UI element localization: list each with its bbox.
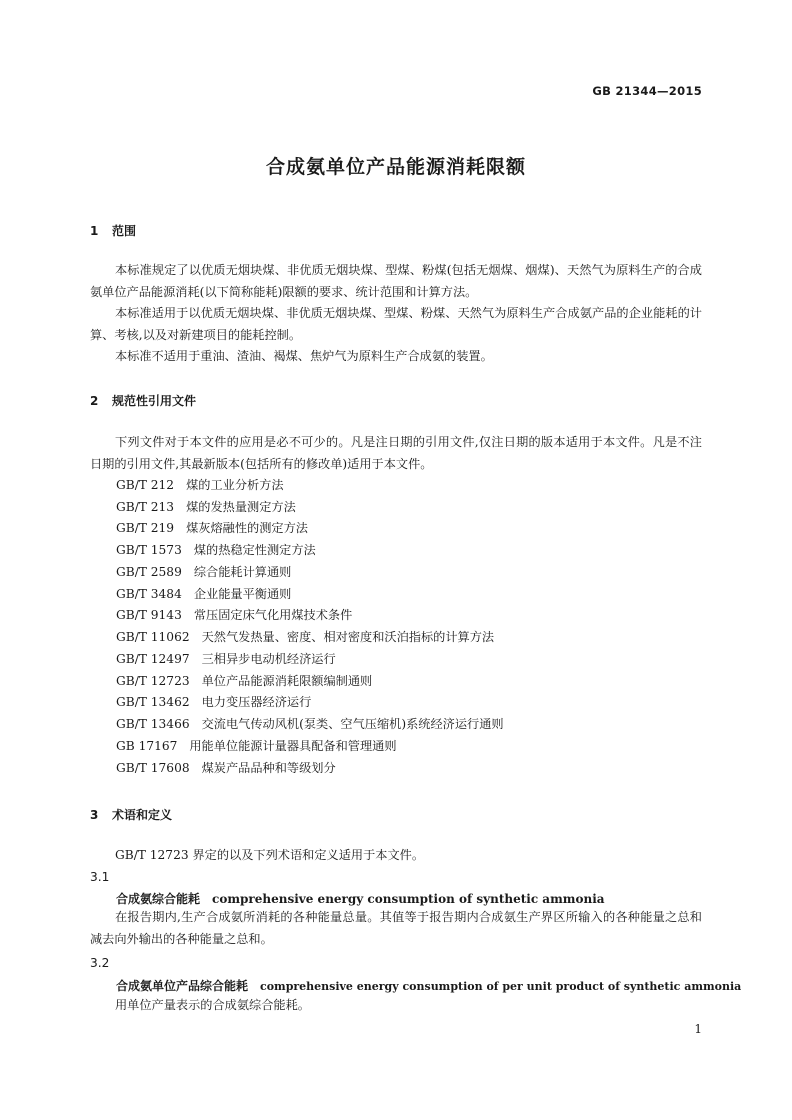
document-title: 合成氨单位产品能源消耗限额 xyxy=(265,156,526,178)
reference-code: GB/T 13462 xyxy=(116,695,190,709)
term-chinese: 合成氨综合能耗 xyxy=(116,892,201,906)
scope-paragraph-2: 本标准适用于以优质无烟块煤、非优质无烟块煤、型煤、粉煤、天然气为原料生产合成氨产品的企业能耗的计算、考核,以及对新建项目的能耗控制。 xyxy=(90,306,702,342)
section-2-heading xyxy=(90,392,196,409)
reference-title: 煤炭产品品种和等级划分 xyxy=(201,761,336,775)
section-title: 术语和定义 xyxy=(112,808,173,822)
term-definition: 用单位产量表示的合成氨综合能耗。 xyxy=(115,998,310,1012)
reference-code: GB/T 2589 xyxy=(116,565,182,579)
reference-item xyxy=(116,584,291,606)
term-entry xyxy=(116,890,605,907)
reference-item xyxy=(116,758,336,780)
reference-title: 电力变压器经济运行 xyxy=(201,695,312,709)
reference-code: GB/T 212 xyxy=(116,478,175,492)
section-number: 3 xyxy=(90,808,99,822)
reference-title: 综合能耗计算通则 xyxy=(193,565,292,579)
scope-paragraph-3: 本标准不适用于重油、渣油、褐煤、焦炉气为原料生产合成氨的装置。 xyxy=(115,349,493,363)
reference-code: GB/T 1573 xyxy=(116,543,182,557)
section-number: 1 xyxy=(90,224,99,238)
reference-title: 天然气发热量、密度、相对密度和沃泊指标的计算方法 xyxy=(201,630,495,644)
reference-title: 煤灰熔融性的测定方法 xyxy=(186,521,308,535)
section-1-heading xyxy=(90,222,136,239)
reference-code: GB/T 11062 xyxy=(116,630,190,644)
scope-paragraph-1: 本标准规定了以优质无烟块煤、非优质无烟块煤、型煤、粉煤(包括无烟煤、烟煤)、天然气为原料生产的合成氨单位产品能源消耗(以下简称能耗)限额的要求、统计范围和计算方法。 xyxy=(90,263,702,299)
reference-code: GB/T 13466 xyxy=(116,717,190,731)
terms-intro: GB/T 12723 界定的以及下列术语和定义适用于本文件。 xyxy=(115,848,425,862)
reference-title: 常压固定床气化用煤技术条件 xyxy=(193,608,353,622)
reference-title: 煤的发热量测定方法 xyxy=(186,500,296,514)
page-number: 1 xyxy=(694,1022,702,1036)
term-chinese: 合成氨单位产品综合能耗 xyxy=(116,979,249,993)
reference-item xyxy=(116,692,311,714)
section-title: 规范性引用文件 xyxy=(112,394,197,408)
term-entry xyxy=(116,977,741,994)
reference-item xyxy=(116,671,372,693)
reference-item xyxy=(116,649,336,671)
reference-title: 企业能量平衡通则 xyxy=(193,587,292,601)
reference-code: GB/T 12723 xyxy=(116,674,190,688)
reference-item xyxy=(116,475,284,497)
reference-item xyxy=(116,518,308,540)
term-english: comprehensive energy consumption of per unit product of synthetic ammonia xyxy=(260,980,742,993)
references-intro: 下列文件对于本文件的应用是必不可少的。凡是注日期的引用文件,仅注日期的版本适用于本文件。凡是不注日期的引用文件,其最新版本(包括所有的修改单)适用于本文件。 xyxy=(90,435,702,471)
reference-code: GB/T 12497 xyxy=(116,652,190,666)
reference-code: GB/T 219 xyxy=(116,521,175,535)
reference-item xyxy=(116,627,494,649)
reference-code: GB/T 213 xyxy=(116,500,175,514)
section-number: 2 xyxy=(90,394,99,408)
reference-code: GB/T 3484 xyxy=(116,587,182,601)
reference-item xyxy=(116,736,397,758)
reference-title: 三相异步电动机经济运行 xyxy=(201,652,336,666)
section-title: 范围 xyxy=(112,224,137,238)
reference-code: GB/T 9143 xyxy=(116,608,182,622)
reference-code: GB/T 17608 xyxy=(116,761,190,775)
clause-number: 3.2 xyxy=(90,956,110,970)
reference-title: 用能单位能源计量器具配备和管理通则 xyxy=(189,739,397,753)
term-english: comprehensive energy consumption of synthetic ammonia xyxy=(212,892,605,906)
standard-code: GB 21344—2015 xyxy=(592,84,702,98)
section-3-heading xyxy=(90,806,172,823)
reference-title: 煤的热稳定性测定方法 xyxy=(193,543,316,557)
reference-item xyxy=(116,605,352,627)
reference-item xyxy=(116,497,296,519)
reference-item xyxy=(116,714,504,736)
clause-number: 3.1 xyxy=(90,870,110,884)
reference-item xyxy=(116,540,316,562)
reference-title: 煤的工业分析方法 xyxy=(186,478,284,492)
reference-item xyxy=(116,562,291,584)
reference-code: GB 17167 xyxy=(116,739,178,753)
term-definition: 在报告期内,生产合成氨所消耗的各种能量总量。其值等于报告期内合成氨生产界区所输入的各种能量之总和减去向外输出的各种能量之总和。 xyxy=(90,910,702,946)
reference-title: 单位产品能源消耗限额编制通则 xyxy=(201,674,373,688)
reference-title: 交流电气传动风机(泵类、空气压缩机)系统经济运行通则 xyxy=(201,717,504,731)
